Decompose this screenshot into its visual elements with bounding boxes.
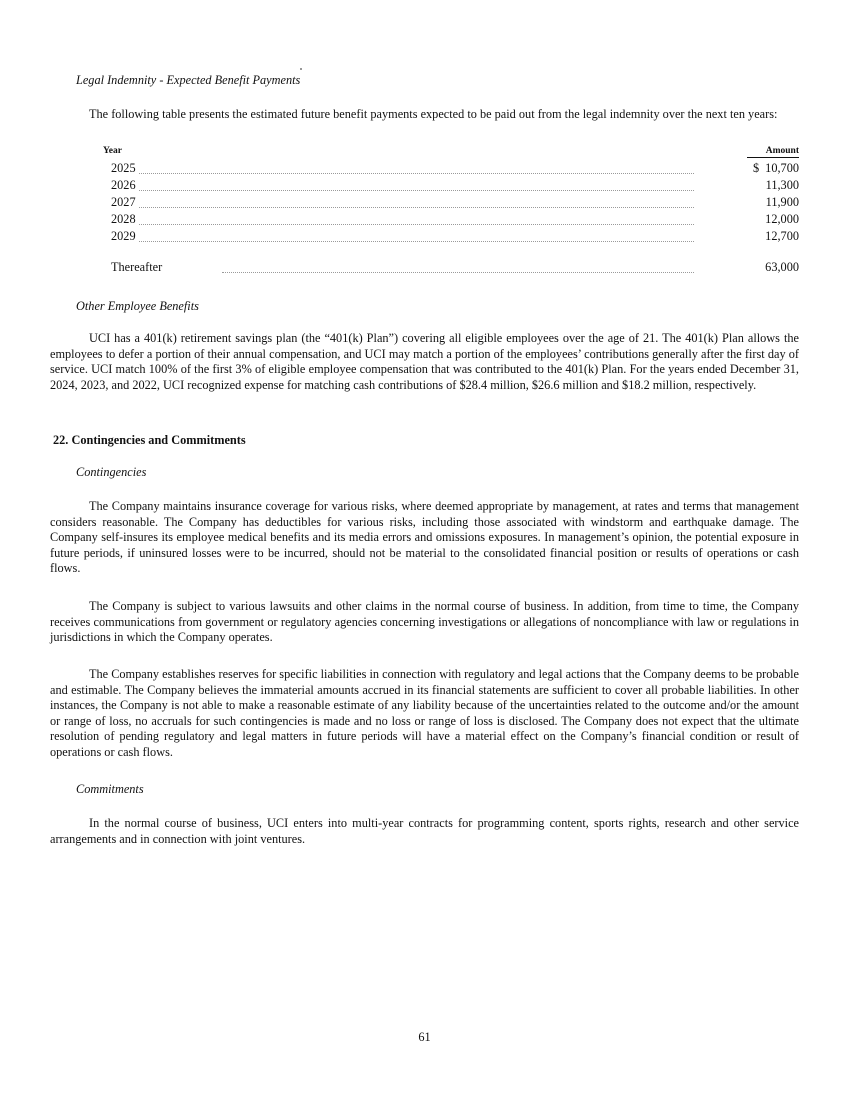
- dot-leader: [139, 241, 694, 242]
- contingencies-paragraph-1: The Company maintains insurance coverage for various risks, where deemed appropriate by management, at rates and terms that management considers reasonable. The Company has deductibles for various risks, including those associated with windstorm and earthquake damage. The Company self-insures its employee medical benefits and its media errors and omissions exposures. In management’s opinion, the potential exposure in future periods, if uninsured losses were to be incurred, should not be material to the consolidated financial position or results of operations or cash flows.: [50, 499, 799, 576]
- commitments-subheading: Commitments: [76, 782, 144, 796]
- legal-indemnity-intro: The following table presents the estimated future benefit payments expected to be paid out from the legal indemnity over the next ten years:: [89, 107, 778, 121]
- other-benefits-paragraph: UCI has a 401(k) retirement savings plan (the “401(k) Plan”) covering all eligible employees over the age of 21. The 401(k) Plan allows the employees to defer a portion of their annual compensation, and UCI may match a portion of the employees’ contributions generally after the first day of service. UCI match 100% of the first 3% of eligible employee compensation that was contributed to the 401(k) Plan. For the years ended December 31, 2024, 2023, and 2022, UCI recognized expense for matching cash contributions of $28.4 million, $26.6 million and $18.2 million, respectively.: [50, 331, 799, 392]
- table-row: [103, 161, 799, 178]
- row-year: 2029: [111, 229, 136, 243]
- table-row: [103, 212, 799, 229]
- contingencies-paragraph-3: The Company establishes reserves for specific liabilities in connection with regulatory and legal actions that the Company deems to be probable and estimable. The Company believes the immaterial amounts accrued in its financial statements are sufficient to cover all probable liabilities. In other instances, the Company is not able to make a reasonable estimate of any liability because of the uncertainties related to the outcome and/or the amount or range of loss, no accruals for such contingencies is made and no loss or range of loss is disclosed. The Company does not expect that the ultimate resolution of pending regulatory and legal matters in future periods will have a material effect on the Company’s financial condition or result of operations or cash flows.: [50, 667, 799, 759]
- row-amount: 11,900: [765, 195, 799, 209]
- table-row: [103, 178, 799, 195]
- page-number: 61: [418, 1030, 431, 1044]
- scan-dot: [300, 68, 302, 70]
- row-year: 2025: [111, 161, 136, 175]
- row-year: 2028: [111, 212, 136, 226]
- table-row: [103, 195, 799, 212]
- other-benefits-subheading: Other Employee Benefits: [76, 299, 199, 313]
- dot-leader: [222, 272, 694, 273]
- dot-leader: [139, 224, 694, 225]
- dot-leader: [139, 190, 694, 191]
- table-row: [103, 260, 799, 277]
- table-row: [103, 229, 799, 246]
- row-year: 2027: [111, 195, 136, 209]
- row-year: Thereafter: [111, 260, 163, 274]
- row-amount: 63,000: [765, 260, 799, 274]
- document-page: [50, 0, 799, 1100]
- header-underline: [747, 157, 799, 158]
- row-amount: 11,300: [765, 178, 799, 192]
- row-amount: 12,700: [765, 229, 799, 243]
- contingencies-paragraph-2: The Company is subject to various lawsuits and other claims in the normal course of business. In addition, from time to time, the Company receives communications from government or regulatory agencies concerning investigations or allegations of noncompliance with law or regulations in jurisdictions in which the Company operates.: [50, 599, 799, 645]
- legal-indemnity-subheading: Legal Indemnity - Expected Benefit Payments: [76, 73, 301, 87]
- currency-symbol: $: [753, 161, 760, 175]
- dot-leader: [139, 207, 694, 208]
- row-amount: 12,000: [765, 212, 799, 226]
- column-header-amount: Amount: [765, 146, 799, 156]
- section-heading: 22. Contingencies and Commitments: [53, 433, 246, 447]
- row-amount: 10,700: [765, 161, 799, 175]
- column-header-year: Year: [103, 146, 122, 156]
- row-year: 2026: [111, 178, 136, 192]
- dot-leader: [139, 173, 694, 174]
- contingencies-subheading: Contingencies: [76, 465, 147, 479]
- commitments-paragraph: In the normal course of business, UCI enters into multi-year contracts for programming content, sports rights, research and other service arrangements and in connection with joint ventures.: [50, 816, 799, 846]
